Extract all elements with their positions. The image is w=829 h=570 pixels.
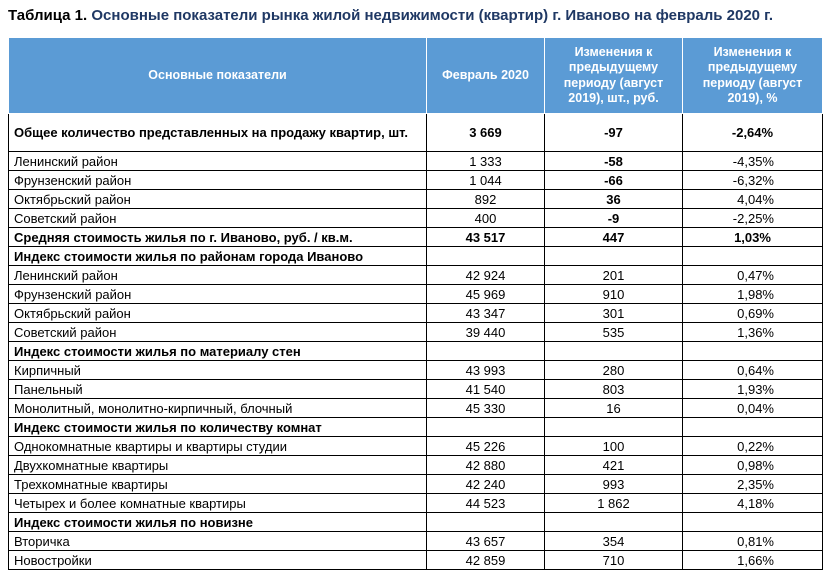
- table-row: [9, 494, 823, 513]
- column-header-change-abs: Изменения к предыдущему периоду (август 2019), шт., руб.: [545, 38, 683, 114]
- row-change: -97: [545, 114, 683, 152]
- table-caption: [8, 7, 773, 24]
- column-header-february: Февраль 2020: [427, 38, 545, 114]
- row-pct: 0,98%: [683, 456, 823, 475]
- row-value: 1 044: [427, 171, 545, 190]
- table-row: [9, 190, 823, 209]
- row-value: 45 969: [427, 285, 545, 304]
- row-label: Двухкомнатные квартиры: [9, 456, 427, 475]
- row-pct: [683, 342, 823, 361]
- table-row: [9, 323, 823, 342]
- column-header-change-pct: Изменения к предыдущему периоду (август 2019), %: [683, 38, 823, 114]
- row-change: 16: [545, 399, 683, 418]
- column-header-indicator: Основные показатели: [9, 38, 427, 114]
- row-pct: 1,03%: [683, 228, 823, 247]
- market-indicators-table: [8, 37, 823, 570]
- row-pct: 0,04%: [683, 399, 823, 418]
- row-change: 100: [545, 437, 683, 456]
- row-value: 42 859: [427, 551, 545, 570]
- section-row: [9, 342, 823, 361]
- row-change: 447: [545, 228, 683, 247]
- row-label: Панельный: [9, 380, 427, 399]
- row-label: Октябрьский район: [9, 304, 427, 323]
- row-change: -66: [545, 171, 683, 190]
- row-label: Фрунзенский район: [9, 171, 427, 190]
- row-value: 41 540: [427, 380, 545, 399]
- row-value: 43 517: [427, 228, 545, 247]
- row-change: 301: [545, 304, 683, 323]
- table-row: [9, 304, 823, 323]
- row-label: Ленинский район: [9, 152, 427, 171]
- table-row: [9, 437, 823, 456]
- row-change: [545, 342, 683, 361]
- row-value: 42 924: [427, 266, 545, 285]
- row-pct: -6,32%: [683, 171, 823, 190]
- row-value: 45 330: [427, 399, 545, 418]
- section-row: [9, 247, 823, 266]
- row-label: Однокомнатные квартиры и квартиры студии: [9, 437, 427, 456]
- row-pct: 0,47%: [683, 266, 823, 285]
- caption-text: Основные показатели рынка жилой недвижимости (квартир) г. Иваново на февраль 2020 г.: [91, 7, 774, 24]
- row-pct: 0,81%: [683, 532, 823, 551]
- row-change: 910: [545, 285, 683, 304]
- row-value: 43 657: [427, 532, 545, 551]
- section-label: Индекс стоимости жилья по районам города Иваново: [9, 247, 427, 266]
- row-label: Средняя стоимость жилья по г. Иваново, руб. / кв.м.: [9, 228, 427, 247]
- row-pct: -2,25%: [683, 209, 823, 228]
- table-row: [9, 399, 823, 418]
- row-change: [545, 513, 683, 532]
- row-value: [427, 247, 545, 266]
- row-pct: 1,98%: [683, 285, 823, 304]
- row-change: 354: [545, 532, 683, 551]
- row-pct: 4,18%: [683, 494, 823, 513]
- row-value: 1 333: [427, 152, 545, 171]
- table-row: [9, 209, 823, 228]
- row-label: Кирпичный: [9, 361, 427, 380]
- row-pct: [683, 247, 823, 266]
- table-row: [9, 228, 823, 247]
- caption-label: Таблица 1.: [8, 7, 88, 24]
- row-label: Ленинский район: [9, 266, 427, 285]
- row-change: [545, 247, 683, 266]
- row-pct: 1,93%: [683, 380, 823, 399]
- table-row: [9, 114, 823, 152]
- row-pct: 0,64%: [683, 361, 823, 380]
- row-value: 43 993: [427, 361, 545, 380]
- row-change: 803: [545, 380, 683, 399]
- row-label: Советский район: [9, 323, 427, 342]
- table-row: [9, 285, 823, 304]
- table-row: [9, 475, 823, 494]
- table-row: [9, 551, 823, 570]
- row-label: Фрунзенский район: [9, 285, 427, 304]
- row-value: 42 880: [427, 456, 545, 475]
- row-label: Общее количество представленных на продажу квартир, шт.: [9, 114, 427, 152]
- table-row: [9, 266, 823, 285]
- row-pct: 1,66%: [683, 551, 823, 570]
- row-label: Трехкомнатные квартиры: [9, 475, 427, 494]
- section-row: [9, 513, 823, 532]
- section-label: Индекс стоимости жилья по новизне: [9, 513, 427, 532]
- row-value: 44 523: [427, 494, 545, 513]
- row-change: 535: [545, 323, 683, 342]
- row-pct: [683, 418, 823, 437]
- row-pct: -2,64%: [683, 114, 823, 152]
- row-value: 39 440: [427, 323, 545, 342]
- row-pct: -4,35%: [683, 152, 823, 171]
- table-row: [9, 380, 823, 399]
- table-row: [9, 152, 823, 171]
- table-row: [9, 532, 823, 551]
- row-pct: 0,22%: [683, 437, 823, 456]
- row-label: Октябрьский район: [9, 190, 427, 209]
- row-pct: 2,35%: [683, 475, 823, 494]
- row-label: Новостройки: [9, 551, 427, 570]
- row-value: 400: [427, 209, 545, 228]
- row-label: Монолитный, монолитно-кирпичный, блочный: [9, 399, 427, 418]
- row-pct: [683, 513, 823, 532]
- row-value: [427, 513, 545, 532]
- row-label: Советский район: [9, 209, 427, 228]
- row-value: 45 226: [427, 437, 545, 456]
- row-change: 280: [545, 361, 683, 380]
- row-change: -58: [545, 152, 683, 171]
- row-pct: 0,69%: [683, 304, 823, 323]
- row-value: [427, 418, 545, 437]
- row-value: 42 240: [427, 475, 545, 494]
- row-label: Четырех и более комнатные квартиры: [9, 494, 427, 513]
- row-value: 43 347: [427, 304, 545, 323]
- row-change: 421: [545, 456, 683, 475]
- row-pct: 4,04%: [683, 190, 823, 209]
- row-value: [427, 342, 545, 361]
- section-label: Индекс стоимости жилья по материалу стен: [9, 342, 427, 361]
- table-row: [9, 171, 823, 190]
- row-pct: 1,36%: [683, 323, 823, 342]
- table-row: [9, 456, 823, 475]
- row-change: 710: [545, 551, 683, 570]
- section-label: Индекс стоимости жилья по количеству комнат: [9, 418, 427, 437]
- table-row: [9, 361, 823, 380]
- row-change: 1 862: [545, 494, 683, 513]
- header-row: [9, 38, 823, 114]
- section-row: [9, 418, 823, 437]
- row-change: [545, 418, 683, 437]
- row-change: 201: [545, 266, 683, 285]
- row-value: 892: [427, 190, 545, 209]
- row-change: -9: [545, 209, 683, 228]
- row-value: 3 669: [427, 114, 545, 152]
- row-change: 993: [545, 475, 683, 494]
- row-label: Вторичка: [9, 532, 427, 551]
- row-change: 36: [545, 190, 683, 209]
